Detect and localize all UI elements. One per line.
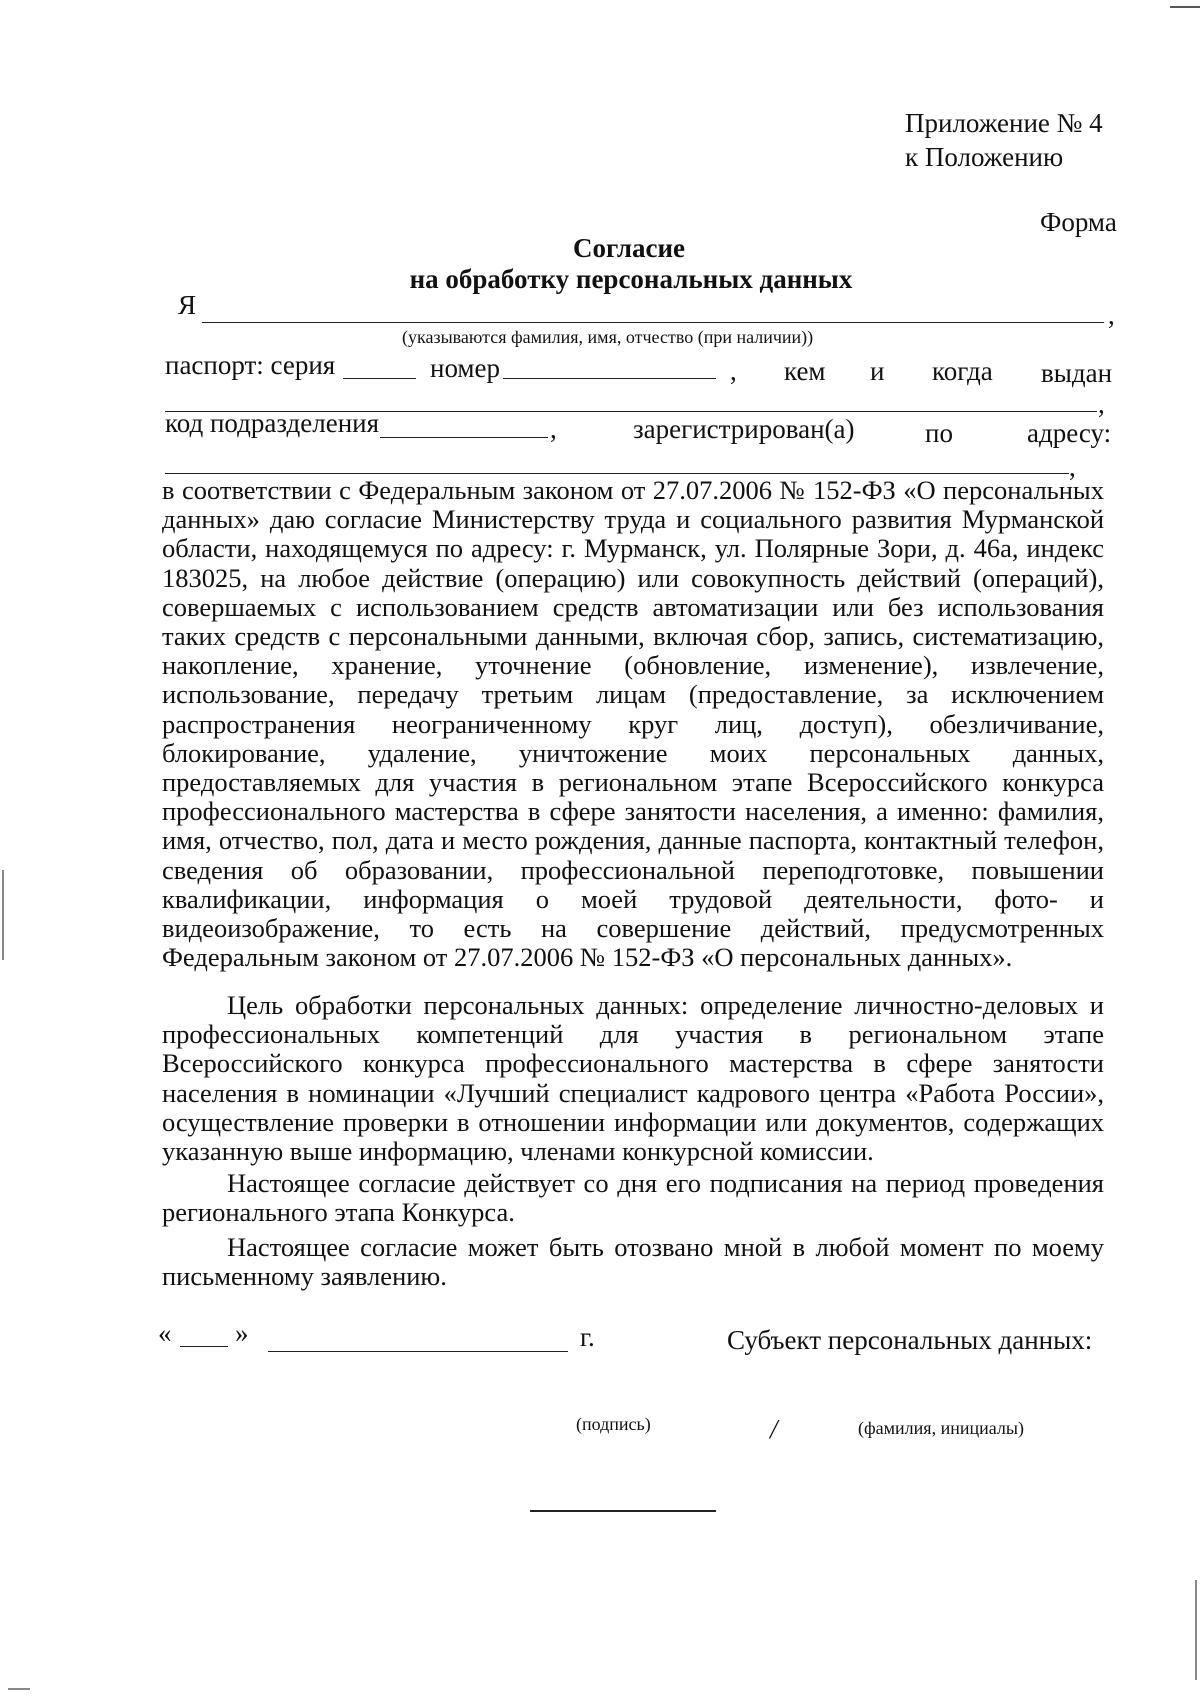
date-quote-close: » bbox=[235, 1318, 249, 1348]
i-label: Я bbox=[178, 290, 197, 320]
date-month-year-line bbox=[268, 1351, 568, 1352]
passport-number-label: номер bbox=[430, 353, 501, 383]
document-subtitle: на обработку персональных данных bbox=[409, 264, 853, 294]
document-title: Согласие bbox=[572, 233, 686, 263]
date-day-line bbox=[180, 1346, 228, 1347]
full-name-hint: (указываются фамилия, имя, отчество (при наличии)) bbox=[402, 327, 814, 347]
passport-number-line bbox=[503, 378, 716, 379]
date-quote-open: « bbox=[158, 1318, 172, 1348]
passport-series-label: паспорт: серия bbox=[165, 350, 336, 380]
registered-address-label: адресу: bbox=[1027, 418, 1112, 448]
division-code-line bbox=[380, 437, 548, 438]
passport-series-line bbox=[343, 378, 416, 379]
purpose-paragraph: Цель обработки персональных данных: определение личностно-деловых и профессиональных компетенций для участия в региональном этапе Всероссийского конкурса профессионального мастерства в сфере занятости населения в номинации «Лучший специалист кадрового центра «Работа России», осуществление проверки в отношении информации или документов, содержащих указанную выше информацию, членами конкурсной комиссии. bbox=[162, 990, 1104, 1167]
division-code-comma: , bbox=[550, 414, 557, 444]
form-label: Форма bbox=[1040, 207, 1117, 237]
full-name-line bbox=[202, 322, 1104, 323]
revocation-paragraph: Настоящее согласие может быть отозвано мной в любой момент по моему письменному заявлению. bbox=[162, 1232, 1104, 1292]
registered-at: по bbox=[925, 418, 953, 448]
address-comma: , bbox=[1069, 452, 1076, 482]
name-initials-hint: (фамилия, инициалы) bbox=[858, 1418, 1024, 1438]
issued-word-issued: выдан bbox=[1041, 358, 1113, 388]
issued-word-when: когда bbox=[932, 356, 993, 386]
passport-number-comma: , bbox=[730, 356, 737, 386]
appendix-regulation: к Положению bbox=[905, 142, 1064, 172]
division-code-label: код подразделения bbox=[165, 408, 380, 438]
end-separator bbox=[530, 1510, 716, 1512]
registered-label: зарегистрирован(а) bbox=[633, 414, 855, 444]
scan-mark-top-right bbox=[1170, 6, 1200, 8]
validity-paragraph: Настоящее согласие действует со дня его подписания на период проведения регионального этапа Конкурса. bbox=[162, 1168, 1104, 1228]
full-name-comma: , bbox=[1108, 300, 1115, 330]
passport-issued-comma: , bbox=[1098, 389, 1105, 419]
signature-hint: (подпись) bbox=[576, 1414, 651, 1434]
appendix-number: Приложение № 4 bbox=[905, 108, 1103, 138]
date-year-suffix: г. bbox=[580, 1322, 595, 1352]
issued-word-and: и bbox=[870, 356, 885, 386]
consent-paragraph-main: в соответствии с Федеральным законом от 27.07.2006 № 152-ФЗ «О персональных данных» даю согласие Министерству труда и социального развития Мурманской области, находящемуся по адресу: г. Мурманск, ул. Полярные Зори, д. 46а, индекс 183025, на любое действие (операцию) или совокупность действий (операций), совершаемых с использованием средств автоматизации или без использования таких средств с персональными данными, включая сбор, запись, систематизацию, накопление, хранение, уточнение (обновление, изменение), извлечение, использование, передачу третьим лицам (предоставление, за исключением распространения неограниченному круг лиц, доступ), обезличивание, блокирование, удаление, уничтожение моих персональных данных, предоставляемых для участия в региональном этапе Всероссийского конкурса профессионального мастерства в сфере занятости населения, а именно: фамилия, имя, отчество, пол, дата и место рождения, данные паспорта, контактный телефон, сведения об образовании, профессиональной переподготовке, повышении квалификации, информация о моей трудовой деятельности, фото- и видеоизображение, то есть на совершение действий, предусмотренных Федеральным законом от 27.07.2006 № 152-ФЗ «О персональных данных». bbox=[162, 475, 1104, 973]
scan-mark-left bbox=[2, 870, 4, 960]
signature-slash: / bbox=[770, 1414, 778, 1444]
address-line bbox=[165, 473, 1069, 474]
issued-word-by-whom: кем bbox=[784, 356, 826, 386]
data-subject-label: Субъект персональных данных: bbox=[727, 1325, 1093, 1355]
scan-mark-right bbox=[1195, 1580, 1197, 1680]
scan-mark-bottom-left bbox=[8, 1688, 30, 1690]
